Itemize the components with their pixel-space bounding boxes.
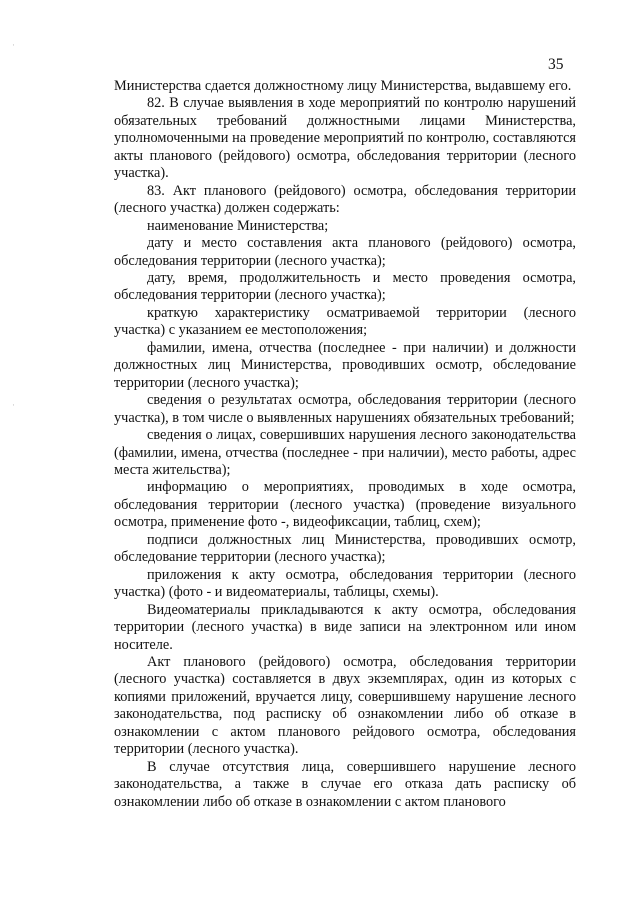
paragraph: подписи должностных лиц Министерства, проводивших осмотр, обследование территории (лесного участка); <box>114 531 576 566</box>
paragraph: 83. Акт планового (рейдового) осмотра, обследования территории (лесного участка) должен содержать: <box>114 182 576 217</box>
paragraph: приложения к акту осмотра, обследования территории (лесного участка) (фото - и видеоматериалы, таблицы, схемы). <box>114 566 576 601</box>
paragraph: фамилии, имена, отчества (последнее - при наличии) и должности должностных лиц Министерства, проводивших осмотр, обследование территории (лесного участка); <box>114 339 576 391</box>
paragraph: Видеоматериалы прикладываются к акту осмотра, обследования территории (лесного участка) в виде записи на электронном или ином носителе. <box>114 601 576 653</box>
paragraph: информацию о мероприятиях, проводимых в ходе осмотра, обследования территории (лесного участка) (проведение визуального осмотра, применение фото -, видеофиксации, таблиц, схем); <box>114 479 576 531</box>
margin-mark: · <box>12 400 15 410</box>
page-number: 35 <box>548 56 564 73</box>
paragraph: В случае отсутствия лица, совершившего нарушение лесного законодательства, а также в случае его отказа дать расписку об ознакомлении либо об отказе в ознакомлении с актом планового <box>114 758 576 810</box>
paragraph: краткую характеристику осматриваемой территории (лесного участка) с указанием ее местоположения; <box>114 304 576 339</box>
document-body <box>114 78 576 811</box>
paragraph: Министерства сдается должностному лицу Министерства, выдавшему его. <box>114 78 572 94</box>
paragraph: дату и место составления акта планового (рейдового) осмотра, обследования территории (лесного участка); <box>114 235 576 269</box>
paragraph: сведения о результатах осмотра, обследования территории (лесного участка), в том числе о выявленных нарушениях обязательных требований; <box>114 392 576 426</box>
paragraph: дату, время, продолжительность и место проведения осмотра, обследования территории (лесного участка); <box>114 269 576 304</box>
paragraph: наименование Министерства; <box>147 217 329 234</box>
margin-mark: · <box>12 40 15 50</box>
paragraph: сведения о лицах, совершивших нарушения лесного законодательства (фамилии, имена, отчества (последнее - при наличии), место работы, адрес места жительства); <box>114 427 576 478</box>
paragraph: Акт планового (рейдового) осмотра, обследования территории (лесного участка) составляется в двух экземплярах, один из которых с копиями приложений, вручается лицу, совершившему нарушение лесного законодательства, под расписку об ознакомлении либо об отказе в ознакомлении с актом планового рейдового осмотра, обследования территории (лесного участка). <box>114 653 576 758</box>
paragraph: 82. В случае выявления в ходе мероприятий по контролю нарушений обязательных требований должностными лицами Министерства, уполномоченными на проведение мероприятий по контролю, составляются акты планового (рейдового) осмотра, обследования территории (лесного участка). <box>114 95 576 182</box>
